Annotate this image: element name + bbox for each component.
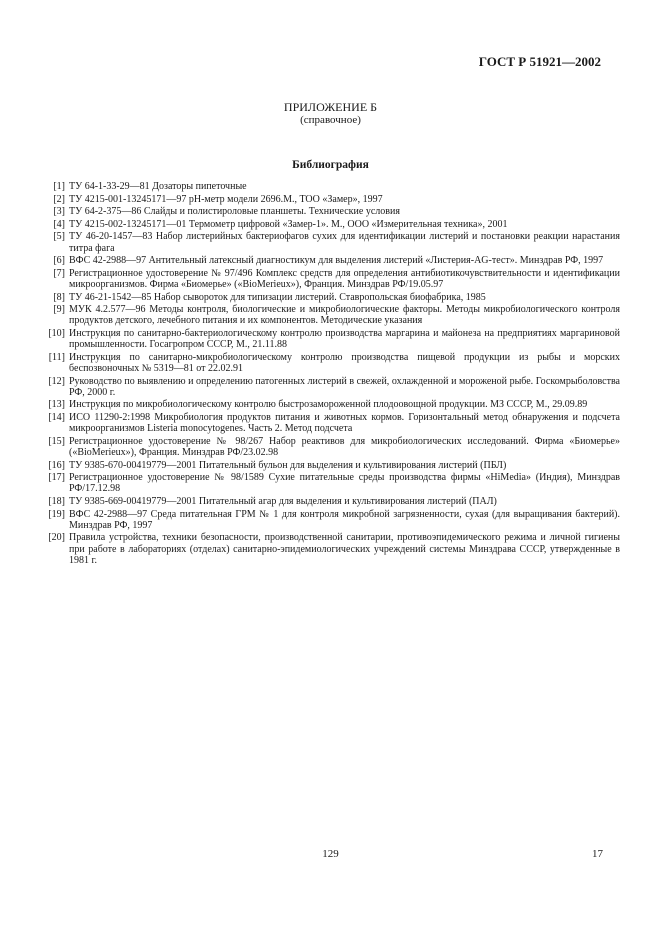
bibliography-item <box>38 496 620 507</box>
item-text: ТУ 4215-001-13245171—97 рН-метр модели 2696.М., ТОО «Замер», 1997 <box>69 193 383 205</box>
bibliography-item <box>38 352 620 374</box>
item-text: ТУ 9385-670-00419779—2001 Питательный бульон для выделения и культивирования листерий (ПБЛ) <box>69 459 507 471</box>
bibliography-item <box>38 255 620 266</box>
item-number: [10] <box>48 327 65 339</box>
item-text: ТУ 4215-002-13245171—01 Термометр цифровой «Замер-1». М., ООО «Измерительная техника», 2001 <box>69 218 508 230</box>
item-text: Регистрационное удостоверение № 97/496 Комплекс средств для определения антибиотикочувствительности и идентификации микроорганизмов. Фирма «Биомерье» («BioMerieux»), Франция. Минздрав РФ/19.05.97 <box>69 267 620 290</box>
item-text: Инструкция по микробиологическому контролю быстрозамороженной плодоовощной продукции. МЗ СССР, М., 29.09.89 <box>69 399 588 411</box>
item-text: ТУ 64-2-375—86 Слайды и полистироловые планшеты. Технические условия <box>69 206 400 218</box>
annex-title: ПРИЛОЖЕНИЕ Б <box>283 100 378 114</box>
item-number: [2] <box>53 193 65 205</box>
item-text: ТУ 46-20-1457—83 Набор листерийных бактериофагов сухих для идентификации листерий и постановки реакции нарастания титра фага <box>69 231 620 254</box>
item-number: [16] <box>48 459 65 471</box>
item-number: [11] <box>48 351 65 363</box>
bibliography-item <box>38 268 620 290</box>
item-number: [20] <box>48 532 65 544</box>
item-text: Инструкция по санитарно-микробиологическому контролю производства пищевой продукции из рыбы и морских беспозвоночных № 5319—81 от 22.02.91 <box>69 351 620 374</box>
bibliography-item <box>38 231 620 253</box>
item-number: [8] <box>53 291 65 303</box>
bibliography-item <box>38 328 620 350</box>
item-text: ТУ 64-1-33-29—81 Дозаторы пипеточные <box>69 181 247 192</box>
item-number: [17] <box>48 472 65 484</box>
bibliography-item <box>38 509 620 531</box>
item-number: [12] <box>48 375 65 387</box>
item-number: [15] <box>48 435 65 447</box>
item-text: Регистрационное удостоверение № 98/267 Набор реактивов для микробиологических исследований. Фирма «Биомерье» («BioMerieux»), Франция. Минздрав РФ/23.02.98 <box>69 435 620 458</box>
item-text: Руководство по выявлению и определению патогенных листерий в свежей, охлажденной и мороженой рыбе. Госкомрыболовства РФ, 2000 г. <box>69 375 620 398</box>
item-number: [1] <box>53 181 65 192</box>
bibliography-item <box>38 436 620 458</box>
item-number: [13] <box>48 399 65 411</box>
item-number: [19] <box>48 508 65 520</box>
item-number: [3] <box>53 206 65 218</box>
item-number: [14] <box>48 411 65 423</box>
annex-subtitle: (справочное) <box>300 114 361 126</box>
bibliography-item <box>38 304 620 326</box>
page-number-center: 129 <box>322 848 339 860</box>
bibliography-item <box>38 412 620 434</box>
item-text: Инструкция по санитарно-бактериологическому контролю производства маргарина и майонеза на предприятиях маргариновой промышленности. Госагропром СССР, М., 21.11.88 <box>69 327 620 351</box>
bibliography-item <box>38 206 620 217</box>
item-text: ТУ 9385-669-00419779—2001 Питательный агар для выделения и культивирования листерий (ПАЛ) <box>69 495 497 507</box>
bibliography-item <box>38 399 620 410</box>
bibliography-list <box>38 181 620 567</box>
bibliography-item <box>38 292 620 303</box>
item-number: [7] <box>53 267 65 279</box>
bibliography-item <box>38 194 620 205</box>
bibliography-title: Библиография <box>292 159 369 171</box>
item-text: ИСО 11290-2:1998 Микробиология продуктов питания и животных кормов. Горизонтальный метод обнаружения и подсчета микроорганизмов Listeria monocytogenes. Часть 2. Метод подсчета <box>69 411 620 435</box>
bibliography-item <box>38 460 620 471</box>
bibliography-item <box>38 472 620 494</box>
item-text: ВФС 42-2988—97 Среда питательная ГРМ № 1 для контроля микробной загрязненности, сухая (для выращивания бактерий). Минздрав РФ, 1997 <box>69 508 620 531</box>
bibliography-item <box>38 219 620 230</box>
item-number: [18] <box>48 495 65 507</box>
item-text: Регистрационное удостоверение № 98/1589 Сухие питательные среды производства фирмы «HiMedia» (Индия), Минздрав РФ/17.12.98 <box>69 472 620 495</box>
item-number: [4] <box>53 218 65 230</box>
item-text: Правила устройства, техники безопасности, производственной санитарии, противоэпидемического режима и личной гигиены при работе в лабораториях (отделах) санитарно-эпидемиологических учреждений системы Минздрава СССР, утвержденные в 1981 г. <box>69 532 620 566</box>
item-text: ТУ 46-21-1542—85 Набор сывороток для типизации листерий. Ставропольская биофабрика, 1985 <box>69 291 486 303</box>
bibliography-item <box>38 181 620 192</box>
annex-heading <box>0 101 661 127</box>
bibliography-item <box>38 376 620 398</box>
item-number: [9] <box>53 304 65 316</box>
item-number: [6] <box>53 255 65 267</box>
item-text: МУК 4.2.577—96 Методы контроля, биологические и микробиологические факторы. Методы микробиологического контроля продуктов детского, лечебного питания и их компонентов. Методические указания <box>69 304 620 327</box>
bibliography-item <box>38 532 620 566</box>
item-number: [5] <box>53 231 65 243</box>
page-number-right: 17 <box>592 848 603 860</box>
item-text: ВФС 42-2988—97 Антительный латексный диагностикум для выделения листерий «Листерия-AG-тест». Минздрав РФ, 1997 <box>69 255 604 267</box>
standard-code: ГОСТ Р 51921—2002 <box>478 54 601 69</box>
